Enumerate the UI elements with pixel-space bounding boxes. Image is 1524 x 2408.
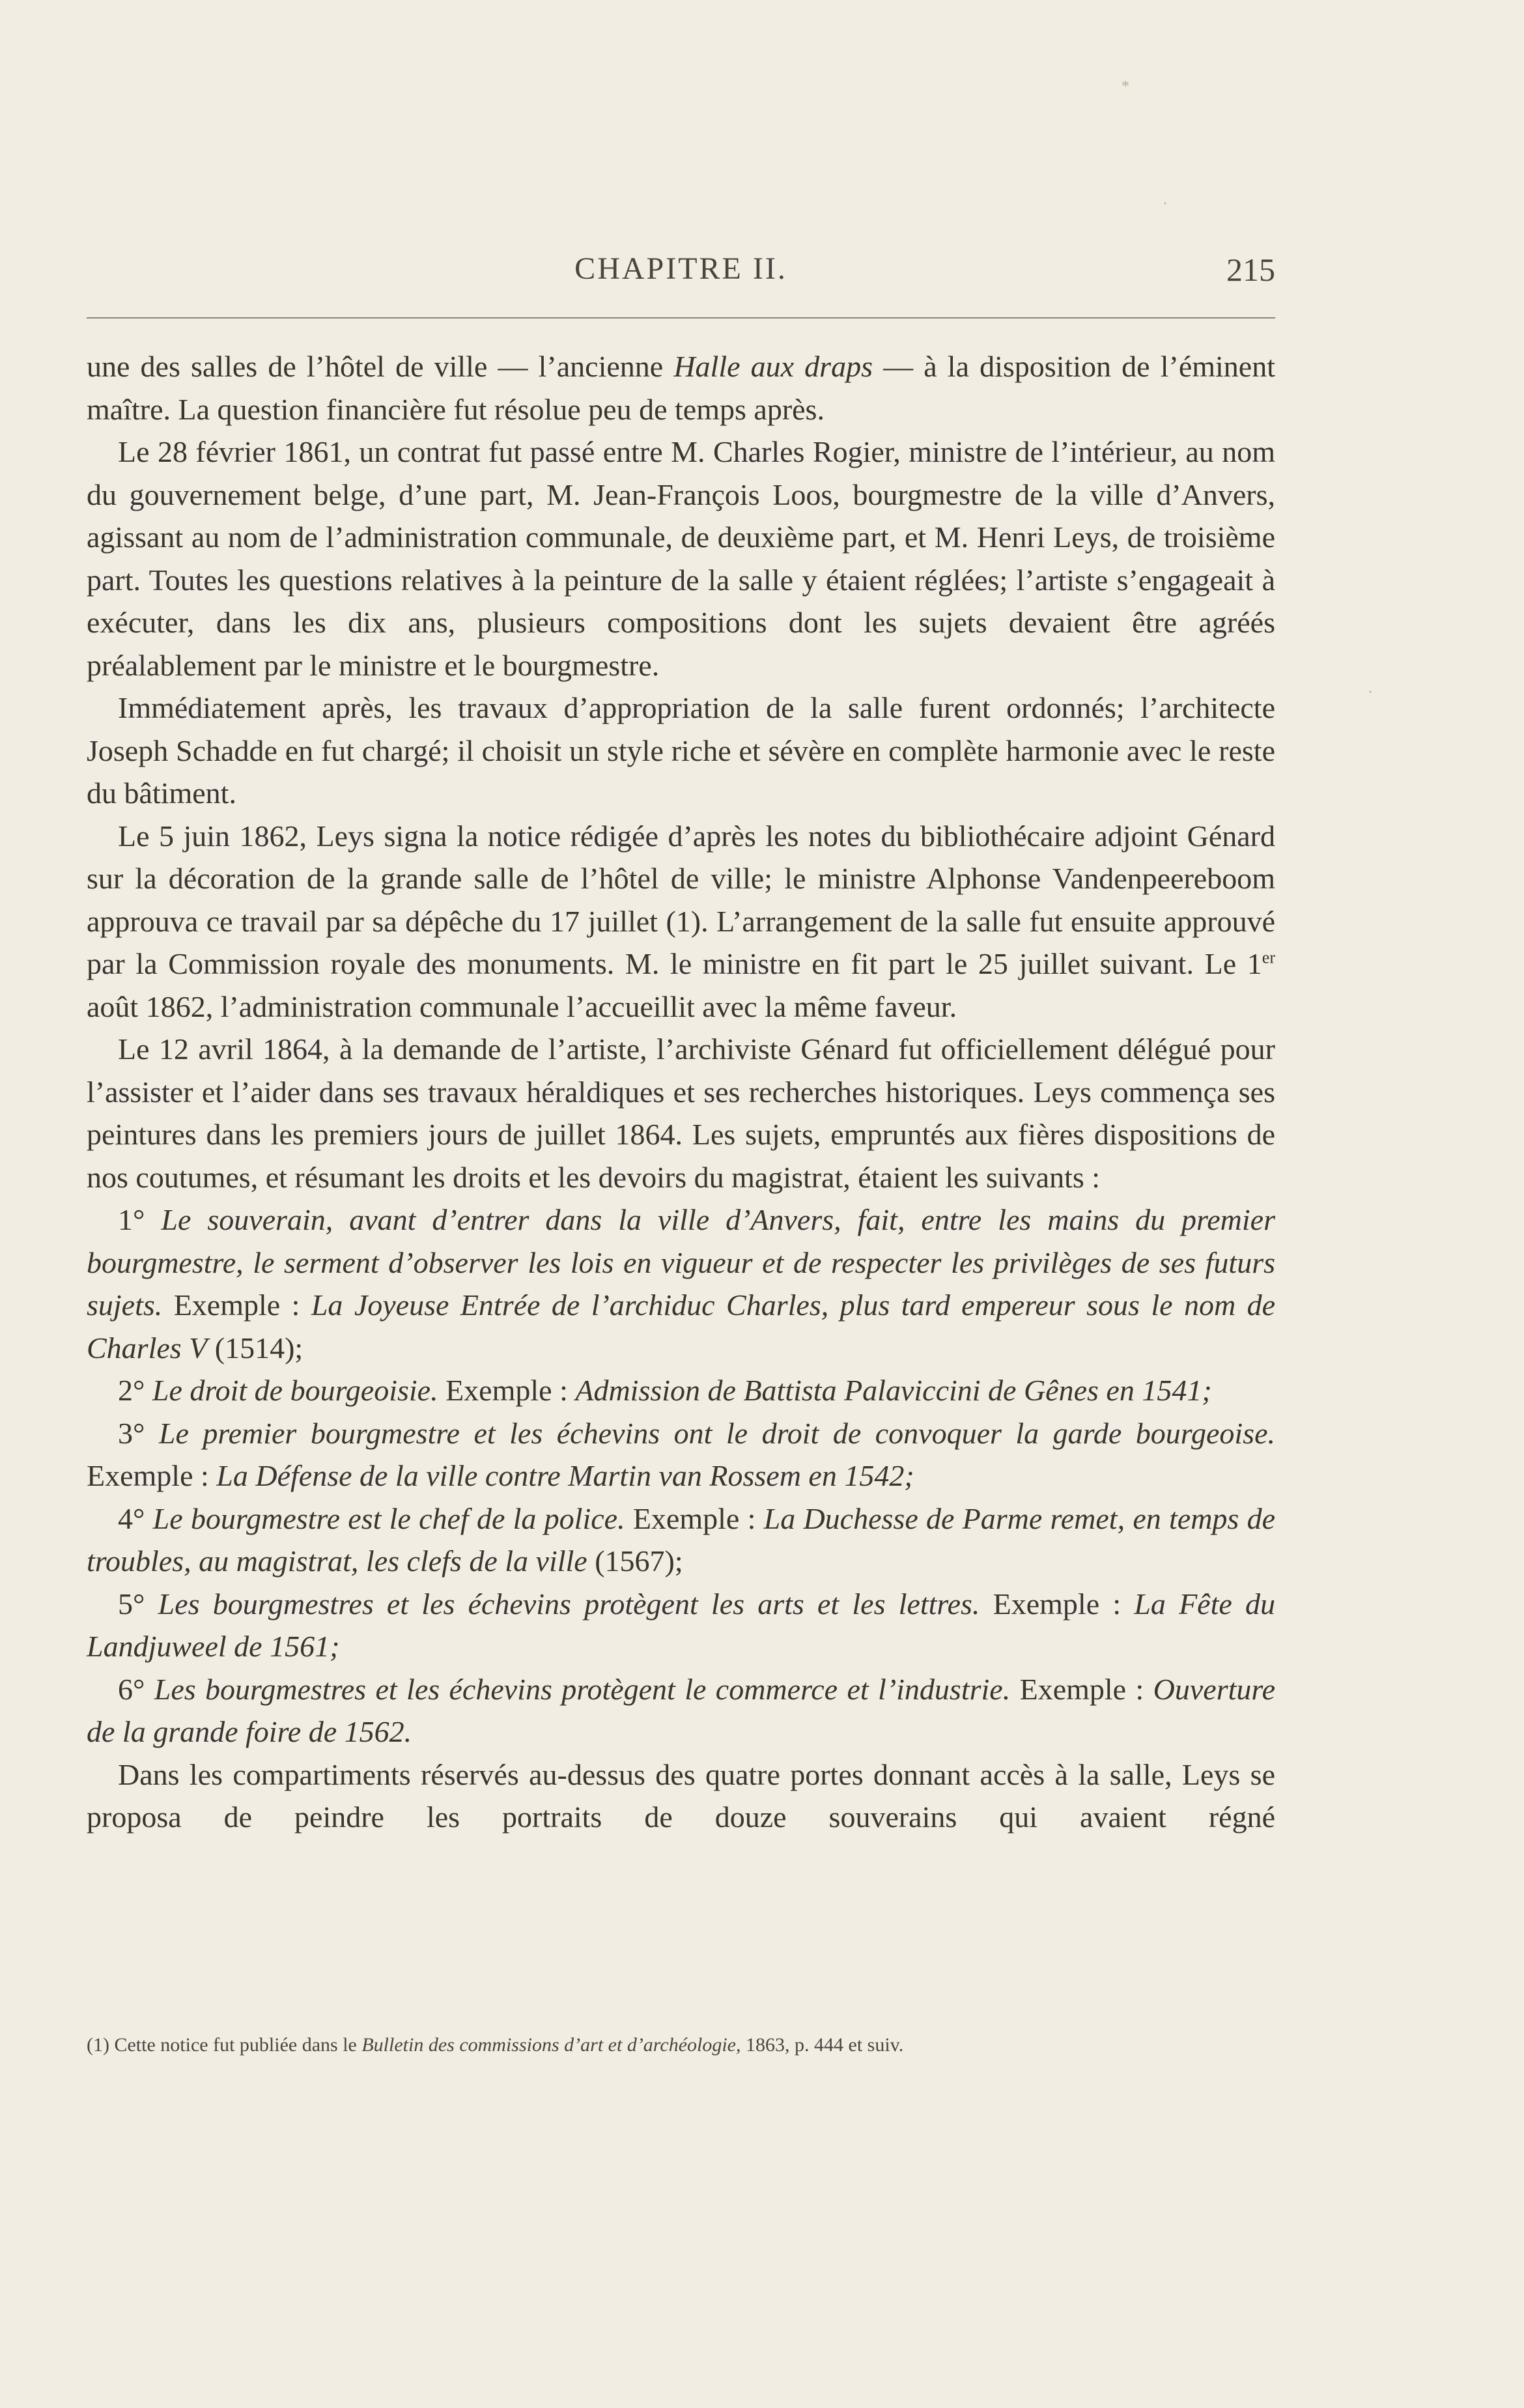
- text-run: août 1862, l’administration communale l’accueillit avec la même faveur.: [87, 989, 957, 1023]
- text-run: une des salles de l’hôtel de ville — l’ancienne: [87, 350, 674, 383]
- paragraph: [87, 345, 1275, 431]
- italic-run: Le souverain, avant d’entrer dans la ville d’Anvers, fait, entre les mains du premier bourgmestre, le serment d’observer les lois en vigueur et de respecter les privilèges de ses futurs sujets.: [87, 1203, 1275, 1322]
- text-run: Exemple :: [980, 1587, 1135, 1621]
- item-number: 3°: [118, 1416, 159, 1450]
- italic-run: Ouverture de la grande foire de 1562.: [87, 1672, 1275, 1748]
- book-page: * · · CHAPITRE II. 215 une des salles de l’hôtel de ville — l’ancienne Halle aux draps — à la disposition de l’éminent maître. La question financière fut résolue peu de temps après. Le 28 février 1861, un contrat fut passé entre M. Charles Rogier, ministre de l’intérieur, au nom du gouvernement belge, d’une part, M. Jean-François Loos, bourgmestre de la ville d’Anvers, agissant au nom de l’administration communale, de deuxième part, et M. Henri Leys, de troisième part. Toutes les questions relatives à la peinture de la salle y étaient réglées; l’artiste s’engageait à exécuter, dans les dix ans, plusieurs compositions dont les sujets devaient être agréés préalablement par le ministre et le bourgmestre. Immédiatement après, les travaux d’appropriation de la salle furent ordonnés; l’architecte Joseph Schadde en fut chargé; il choisit un style riche et sévère en complète harmonie avec le reste du bâtiment. Le 5 juin 1862, Leys signa la notice rédigée d’après les notes du bibliothécaire adjoint Génard sur la décoration de la grande salle de l’hôtel de ville; le ministre Alphonse Vandenpeereboom approuva ce travail par sa dépêche du 17 juillet (1). L’arrangement de la salle fut ensuite approuvé par la Commission royale des monuments. M. le ministre en fit part le 25 juillet suivant. Le 1er août 1862, l’administration communale l’accueillit avec la même faveur. Le 12 avril 1864, à la demande de l’artiste, l’archiviste Génard fut officiellement délégué pour l’assister et l’aider dans ses travaux héraldiques et ses recherches historiques. Leys commença ses peintures dans les premiers jours de juillet 1864. Les sujets, empruntés aux fières dispositions de nos coutumes, et résumant les droits et les devoirs du magistrat, étaient les suivants : 1° Le souverain, avant d’entrer dans la ville d’Anvers, fait, entre les mains du premier bourgmestre, le serment d’observer les lois en vigueur et de respecter les privilèges de ses futurs sujets. Exemple : La Joyeuse Entrée de l’archiduc Charles, plus tard empereur sous le nom de Charles V (1514); 2° Le droit de bourgeoisie. Exemple : Admission de Battista Palaviccini de Gênes en 1541; 3° Le premier bourgmestre et les échevins ont le droit de convoquer la garde bourgeoise. Exemple : La Défense de la ville contre Martin van Rossem en 1542; 4° Le bourgmestre est le chef de la police. Exemple : La Duchesse de Parme remet, en temps de troubles, au magistrat, les clefs de la ville (1567); 5° Les bourgmestres et les échevins protègent les arts et les lettres. Exemple : La Fête du Landjuweel de 1561; 6° Les bourgmestres et les échevins protègent le commerce et l’industrie. Exemple : Ouverture de la grande foire de 1562. Dans les compartiments réservés au-dessus des quatre portes donnant accès à la salle, Leys se proposa de peindre les portraits de douze souverains qui avaient régné (1) Cette notice fut publiée dans le Bulletin des commissions d’art et d’archéologie, 1863, p. 444 et suiv.: [0, 0, 1524, 2408]
- italic-run: La Fête du Landjuweel de 1561;: [87, 1587, 1275, 1663]
- text-run: Exemple :: [625, 1501, 764, 1535]
- text-run: Exemple :: [162, 1288, 311, 1322]
- text-run: (1567);: [587, 1544, 683, 1578]
- superscript: er: [1262, 948, 1275, 967]
- running-header: [87, 251, 1275, 303]
- text-run: Exemple :: [1010, 1672, 1153, 1706]
- list-item: [87, 1198, 1275, 1369]
- italic-run: Halle aux draps: [673, 350, 873, 383]
- text-run: — à la disposition de l’éminent maître. La question financière fut résolue peu de temps après.: [87, 350, 1276, 426]
- italic-run: Le bourgmestre est le chef de la police.: [152, 1501, 625, 1535]
- body-text: [87, 345, 1275, 1839]
- item-number: 5°: [118, 1587, 158, 1621]
- paragraph: Le 28 février 1861, un contrat fut passé entre M. Charles Rogier, ministre de l’intérieur, au nom du gouvernement belge, d’une part, M. Jean-François Loos, bourgmestre de la ville d’Anvers, agissant au nom de l’administration communale, de deuxième part, et M. Henri Leys, de troisième part. Toutes les questions relatives à la peinture de la salle y étaient réglées; l’artiste s’engageait à exécuter, dans les dix ans, plusieurs compositions dont les sujets devaient être agréés préalablement par le ministre et le bourgmestre.: [87, 435, 1275, 682]
- italic-run: La Joyeuse Entrée de l’archiduc Charles, plus tard empereur sous le nom de Charles V: [87, 1288, 1275, 1365]
- list-item: [87, 1583, 1275, 1668]
- item-number: 4°: [118, 1501, 153, 1535]
- page-number: 215: [1226, 251, 1275, 288]
- paragraph: Immédiatement après, les travaux d’appropriation de la salle furent ordonnés; l’architecte Joseph Schadde en fut chargé; il choisit un style riche et sévère en complète harmonie avec le reste du bâtiment.: [87, 691, 1275, 810]
- italic-run: Le premier bourgmestre et les échevins ont le droit de convoquer la garde bourgeoise.: [158, 1416, 1275, 1450]
- list-item: [87, 1412, 1275, 1497]
- item-number: 1°: [118, 1203, 162, 1236]
- text-run: Exemple :: [87, 1459, 217, 1492]
- paragraph: Dans les compartiments réservés au-dessus des quatre portes donnant accès à la salle, Leys se proposa de peindre les portraits de douze souverains qui avaient régné: [87, 1757, 1275, 1834]
- running-title: CHAPITRE II.: [574, 251, 787, 286]
- italic-run: Admission de Battista Palaviccini de Gênes en 1541;: [575, 1374, 1212, 1407]
- italic-run: Les bourgmestres et les échevins protègent les arts et les lettres.: [158, 1587, 980, 1621]
- text-run: (1514);: [207, 1331, 303, 1365]
- italic-run: La Duchesse de Parme remet, en temps de troubles, au magistrat, les clefs de la ville: [87, 1501, 1275, 1578]
- text-run: 1863, p. 444 et suiv.: [741, 2034, 904, 2056]
- item-number: 2°: [118, 1374, 152, 1407]
- text-run: Exemple :: [438, 1374, 576, 1407]
- list-item: [87, 1369, 1275, 1412]
- text-run: Le 5 juin 1862, Leys signa la notice rédigée d’après les notes du bibliothécaire adjoint Génard sur la décoration de la grande salle de l’hôtel de ville; le ministre Alphonse Vandenpeereboom approuva ce travail par sa dépêche du 17 juillet (1). L’arrangement de la salle fut ensuite approuvé par la Commission royale des monuments. M. le ministre en fit part le 25 juillet suivant. Le 1: [87, 819, 1275, 980]
- item-number: 6°: [118, 1672, 154, 1706]
- paragraph: [87, 815, 1275, 1028]
- italic-run: Bulletin des commissions d’art et d’archéologie,: [361, 2034, 741, 2056]
- text-run: (1) Cette notice fut publiée dans le: [87, 2034, 362, 2056]
- list-item: [87, 1497, 1275, 1583]
- header-rule: [87, 317, 1275, 319]
- italic-run: La Défense de la ville contre Martin van Rossem en 1542;: [216, 1459, 914, 1492]
- paragraph: Le 12 avril 1864, à la demande de l’artiste, l’archiviste Génard fut officiellement délégué pour l’assister et l’aider dans ses travaux héraldiques et ses recherches historiques. Leys commença ses peintures dans les premiers jours de juillet 1864. Les sujets, empruntés aux fières dispositions de nos coutumes, et résumant les droits et les devoirs du magistrat, étaient les suivants :: [87, 1032, 1275, 1194]
- italic-run: Le droit de bourgeoisie.: [152, 1374, 438, 1407]
- footnote: [87, 2032, 1275, 2058]
- italic-run: Les bourgmestres et les échevins protègent le commerce et l’industrie.: [154, 1672, 1011, 1706]
- list-item: [87, 1668, 1275, 1753]
